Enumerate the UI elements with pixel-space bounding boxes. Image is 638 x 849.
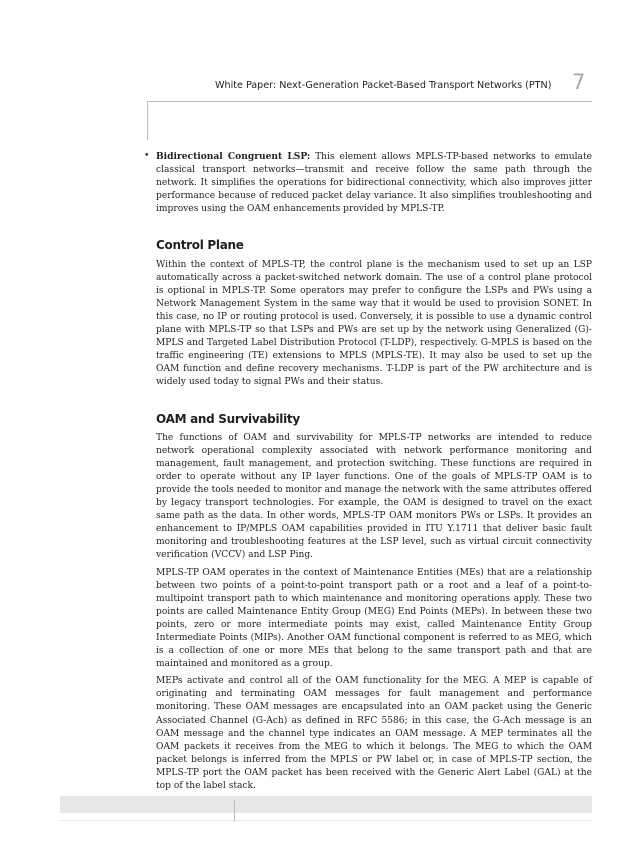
paragraph: MEPs activate and control all of the OAM functionality for the MEG. A MEP is capable of originating and terminating OAM messages for fault management and performance monitoring. These OAM messages are encapsulated into an OAM packet using the Generic Associated Channel (G-Ach) as defined in RFC 5586; in this case, the G-Ach message is an OAM message and the channel type indicates an OAM message. A MEP terminates all the OAM packets it receives from the MEG to which it belongs. The MEG to which the OAM packet belongs is inferred from the MPLS or PW label or, in case of MPLS-TP section, the MPLS-TP port the OAM packet has been received with the Generic Alert Label (GAL) at the top of the label stack.: [156, 676, 592, 792]
page-body: [144, 150, 592, 797]
header-vertical-divider: [147, 102, 148, 140]
bullet-description: This element allows MPLS-TP-based networks to emulate classical transport networks—transmit and receive follow the same path through the network. It simplifies the operations for bidirectional connectivity, which also improves jitter performance because of reduced packet delay variance. It also simplifies troubleshooting and improves using the OAM enhancements provided by MPLS-TP.: [156, 152, 592, 215]
header-divider: [147, 101, 592, 102]
footer-divider: [234, 800, 235, 822]
page-number: 7: [572, 70, 586, 94]
footer-bar: [60, 796, 592, 813]
bullet-text-block: [156, 150, 592, 216]
bullet-item: [144, 150, 592, 216]
paragraph: MPLS-TP OAM operates in the context of Maintenance Entities (MEs) that are a relationship between two points of a point-to-point transport path or a root and a leaf of a point-to-multipoint transport path to which maintenance and monitoring operations apply. These two points are called Maintenance Entity Group (MEG) End Points (MEPs). In between these two points, zero or more intermediate points may exist, called Maintenance Entity Group Intermediate Points (MIPs). Another OAM functional component is referred to as MEG, which is a collection of one or more MEs that belong to the same transport path and that are maintained and monitored as a group.: [156, 567, 592, 670]
section-heading-oam-survivability: OAM and Survivability: [156, 411, 300, 426]
paragraph: Within the context of MPLS-TP, the control plane is the mechanism used to set up an LSP automatically across a packet-switched network domain. The use of a control plane protocol is optional in MPLS-TP. Some operators may prefer to configure the LSPs and PWs using a Network Management System in the same way that it would be used to provision SONET. In this case, no IP or routing protocol is used. Conversely, it is possible to use a dynamic control plane with MPLS-TP so that LSPs and PWs are set up by the network using Generalized (G)-MPLS and Targeted Label Distribution Protocol (T-LDP), respectively. G-MPLS is based on the traffic engineering (TE) extensions to MPLS (MPLS-TE). It may also be used to set up the OAM function and define recovery mechanisms. T-LDP is part of the PW architecture and is widely used today to signal PWs and their status.: [156, 259, 592, 388]
bullet-term: Bidirectional Congruent LSP:: [156, 151, 311, 162]
bullet-mark: •: [144, 151, 150, 161]
section-heading-control-plane: Control Plane: [156, 238, 244, 253]
header-title: White Paper: Next-Generation Packet-Based Transport Networks (PTN): [215, 80, 552, 91]
paragraph: The functions of OAM and survivability for MPLS-TP networks are intended to reduce network operational complexity associated with network performance monitoring and management, fault management, and protection switching. These functions are required in order to operate without any IP layer functions. One of the goals of MPLS-TP OAM is to provide the tools needed to monitor and manage the network with the same attributes offered by legacy transport technologies. For example, the OAM is designed to travel on the exact same path as the data. In other words, MPLS-TP OAM monitors PWs or LSPs. It provides an enhancement to IP/MPLS OAM capabilities provided in ITU Y.1711 that deliver basic fault monitoring and troubleshooting features at the LSP level, such as virtual circuit connectivity verification (VCCV) and LSP Ping.: [156, 432, 592, 561]
footer-rule: [60, 820, 592, 821]
